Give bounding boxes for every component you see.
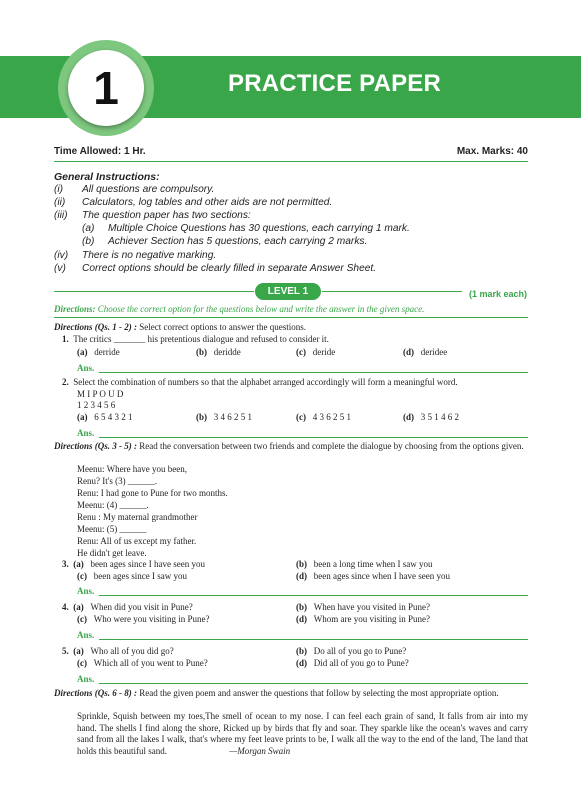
time-row bbox=[54, 146, 528, 157]
paper-number: 1 bbox=[93, 62, 119, 114]
q1-option-d: (d) deridee bbox=[403, 347, 448, 357]
q2-digits: 1 2 3 4 5 6 bbox=[77, 400, 116, 410]
q3-answer-line[interactable] bbox=[99, 595, 528, 596]
marks-each: (1 mark each) bbox=[468, 289, 527, 299]
page-title: PRACTICE PAPER bbox=[228, 70, 442, 97]
instruction-item: (v) Correct options should be clearly filled in separate Answer Sheet. bbox=[54, 263, 377, 274]
q5-option-a: 5. (a) Who all of you did go? bbox=[62, 646, 174, 656]
instruction-item: (iv) There is no negative marking. bbox=[54, 250, 217, 261]
directions-q1-2: Directions (Qs. 1 - 2) : Select correct options to answer the questions. bbox=[54, 322, 306, 332]
q3-option-c: (c) been ages since I saw you bbox=[77, 571, 187, 581]
dialogue-line: Meenu: (5) ______ bbox=[77, 524, 147, 534]
question-1: 1. The critics _______ his pretentious dialogue and refused to consider it. bbox=[62, 334, 329, 344]
q4-answer-line[interactable] bbox=[99, 639, 528, 640]
dialogue-line: Meenu: (4) ______. bbox=[77, 500, 149, 510]
poem-author: —Morgan Swain bbox=[229, 745, 291, 756]
instruction-item: (i) All questions are compulsory. bbox=[54, 184, 215, 195]
q4-option-a: 4. (a) When did you visit in Pune? bbox=[62, 602, 193, 612]
max-marks: Max. Marks: 40 bbox=[456, 146, 528, 157]
q1-answer-label: Ans. bbox=[77, 363, 95, 373]
q5-answer-line[interactable] bbox=[99, 683, 528, 684]
instruction-item: (iii) The question paper has two sections: bbox=[54, 210, 251, 221]
divider-directions bbox=[54, 317, 528, 318]
q2-answer-line[interactable] bbox=[99, 437, 528, 438]
directions-main: Directions: Choose the correct option for the questions below and write the answer in the given space. bbox=[54, 304, 425, 314]
instruction-subitem: (b) Achiever Section has 5 questions, each carrying 2 marks. bbox=[82, 236, 368, 247]
dialogue-line: Renu: All of us except my father. bbox=[77, 536, 197, 546]
level-rule-right bbox=[322, 291, 462, 292]
q4-option-b: (b) When have you visited in Pune? bbox=[296, 602, 430, 612]
dialogue-line: Renu: I had gone to Pune for two months. bbox=[77, 488, 228, 498]
question-2: 2. Select the combination of numbers so that the alphabet arranged accordingly will form a meaningful word. bbox=[62, 377, 458, 387]
q1-option-a: (a) derride bbox=[77, 347, 120, 357]
directions-q3-5: Directions (Qs. 3 - 5) : Read the conversation between two friends and complete the dialogue by choosing from the options given. bbox=[54, 441, 524, 451]
q5-option-c: (c) Which all of you went to Pune? bbox=[77, 658, 208, 668]
q4-answer-label: Ans. bbox=[77, 630, 95, 640]
dialogue-line: He didn't get leave. bbox=[77, 548, 147, 558]
q3-option-a: 3. (a) been ages since I have seen you bbox=[62, 559, 205, 569]
q4-option-d: (d) Whom are you visiting in Pune? bbox=[296, 614, 430, 624]
time-allowed: Time Allowed: 1 Hr. bbox=[54, 146, 146, 157]
poem-text: Sprinkle, Squish between my toes,The smell of ocean to my nose. I can feel each grain of sand, It falls from air into my hand. The shells I find along the shore, Ricked up by birds that fly and soar. They sparkle like the ocean's waves and carry sand from all the lakes I walk, that's where my feet leave prints to be, I walk all the way to the end of the land, The land that holds this beautiful sand. —Morgan Swain bbox=[77, 711, 528, 756]
level-badge: LEVEL 1 bbox=[255, 283, 321, 300]
q5-option-b: (b) Do all of you go to Pune? bbox=[296, 646, 407, 656]
q2-option-d: (d) 3 5 1 4 6 2 bbox=[403, 412, 459, 422]
q2-answer-label: Ans. bbox=[77, 428, 95, 438]
q1-answer-line[interactable] bbox=[99, 372, 528, 373]
dialogue-line: Renu? It's (3) ______. bbox=[77, 476, 158, 486]
instruction-item: (ii) Calculators, log tables and other aids are not permitted. bbox=[54, 197, 333, 208]
q2-option-a: (a) 6 5 4 3 2 1 bbox=[77, 412, 133, 422]
dialogue-line: Renu : My maternal grandmother bbox=[77, 512, 198, 522]
q3-option-b: (b) been a long time when I saw you bbox=[296, 559, 433, 569]
instruction-subitem: (a) Multiple Choice Questions has 30 questions, each carrying 1 mark. bbox=[82, 223, 410, 234]
q2-option-b: (b) 3 4 6 2 5 1 bbox=[196, 412, 252, 422]
divider-top bbox=[54, 161, 528, 162]
q2-letters: M I P O U D bbox=[77, 389, 124, 399]
q5-answer-label: Ans. bbox=[77, 674, 95, 684]
q3-option-d: (d) been ages since when I have seen you bbox=[296, 571, 450, 581]
q5-option-d: (d) Did all of you go to Pune? bbox=[296, 658, 409, 668]
directions-q6-8: Directions (Qs. 6 - 8) : Read the given poem and answer the questions that follow by selecting the most appropriate option. bbox=[54, 688, 499, 698]
q1-option-c: (c) deride bbox=[296, 347, 336, 357]
q4-option-c: (c) Who were you visiting in Pune? bbox=[77, 614, 210, 624]
q1-option-b: (b) deridde bbox=[196, 347, 241, 357]
dialogue-line: Meenu: Where have you been, bbox=[77, 464, 188, 474]
q3-answer-label: Ans. bbox=[77, 586, 95, 596]
level-rule-left bbox=[54, 291, 254, 292]
instructions-title: General Instructions: bbox=[54, 171, 160, 183]
q2-option-c: (c) 4 3 6 2 5 1 bbox=[296, 412, 351, 422]
